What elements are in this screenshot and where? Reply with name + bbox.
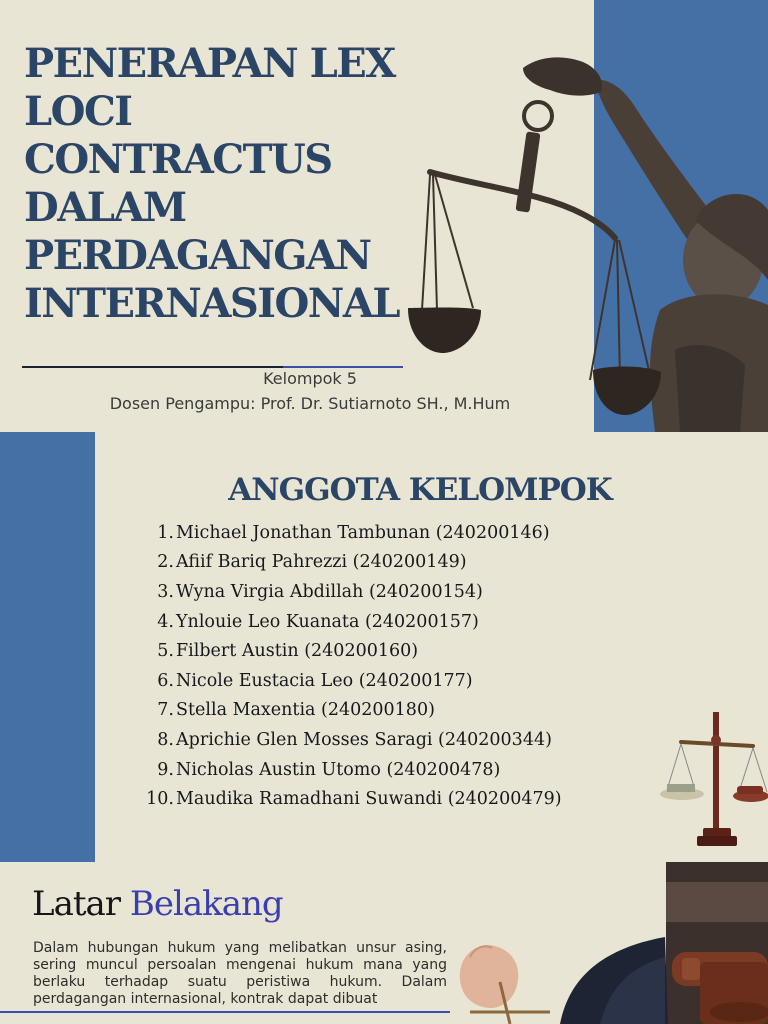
background-heading bbox=[32, 884, 283, 924]
member-number: 2. bbox=[157, 552, 174, 573]
lecturer-name: Dosen Pengampu: Prof. Dr. Sutiarnoto SH., M.Hum bbox=[109, 394, 511, 413]
member-list bbox=[140, 518, 562, 814]
member-name: Aprichie Glen Mosses Saragi (240200344) bbox=[176, 729, 552, 750]
member-item bbox=[140, 518, 562, 548]
cover-section bbox=[0, 0, 768, 432]
member-name: Nicholas Austin Utomo (240200478) bbox=[176, 759, 501, 780]
member-number: 8. bbox=[157, 729, 174, 750]
member-name: Nicole Eustacia Leo (240200177) bbox=[176, 670, 473, 691]
background-heading-part2: Belakang bbox=[129, 884, 283, 924]
gavel-handshake-photo bbox=[450, 862, 768, 1024]
members-section bbox=[0, 432, 768, 862]
background-body-text: Dalam hubungan hukum yang melibatkan unsur asing, sering muncul persoalan mengenai hukum mana yang berlaku terhadap suatu peristiwa hukum. Dalam perdagangan internasional, kontrak dapat dibuat bbox=[33, 940, 447, 1007]
justice-scale-image bbox=[655, 710, 768, 850]
title-divider bbox=[22, 366, 403, 368]
lady-justice-statue-image bbox=[405, 50, 768, 432]
member-name: Filbert Austin (240200160) bbox=[176, 641, 419, 662]
member-number: 9. bbox=[157, 759, 174, 780]
member-number: 10. bbox=[146, 789, 174, 810]
background-section bbox=[0, 862, 768, 1024]
members-blue-panel bbox=[0, 432, 95, 862]
member-item bbox=[140, 548, 562, 578]
member-name: Wyna Virgia Abdillah (240200154) bbox=[176, 581, 483, 602]
member-name: Afiif Bariq Pahrezzi (240200149) bbox=[176, 552, 467, 573]
member-name: Michael Jonathan Tambunan (240200146) bbox=[176, 522, 550, 543]
member-number: 6. bbox=[157, 670, 174, 691]
member-number: 4. bbox=[157, 611, 174, 632]
member-item bbox=[140, 784, 562, 814]
members-heading: ANGGOTA KELOMPOK bbox=[228, 472, 612, 508]
member-name: Ynlouie Leo Kuanata (240200157) bbox=[176, 611, 479, 632]
background-heading-part1: Latar bbox=[32, 884, 130, 924]
member-item bbox=[140, 577, 562, 607]
group-name: Kelompok 5 bbox=[263, 369, 357, 388]
member-number: 7. bbox=[157, 700, 174, 721]
member-item bbox=[140, 666, 562, 696]
member-number: 1. bbox=[157, 522, 174, 543]
member-number: 5. bbox=[157, 641, 174, 662]
member-number: 3. bbox=[157, 581, 174, 602]
member-name: Maudika Ramadhani Suwandi (240200479) bbox=[176, 789, 562, 810]
member-item bbox=[140, 607, 562, 637]
member-item bbox=[140, 755, 562, 785]
member-item bbox=[140, 725, 562, 755]
member-item bbox=[140, 636, 562, 666]
member-item bbox=[140, 696, 562, 726]
document-title: PENERAPAN LEX LOCI CONTRACTUS DALAM PERDAGANGAN INTERNASIONAL bbox=[24, 40, 400, 327]
member-name: Stella Maxentia (240200180) bbox=[176, 700, 435, 721]
